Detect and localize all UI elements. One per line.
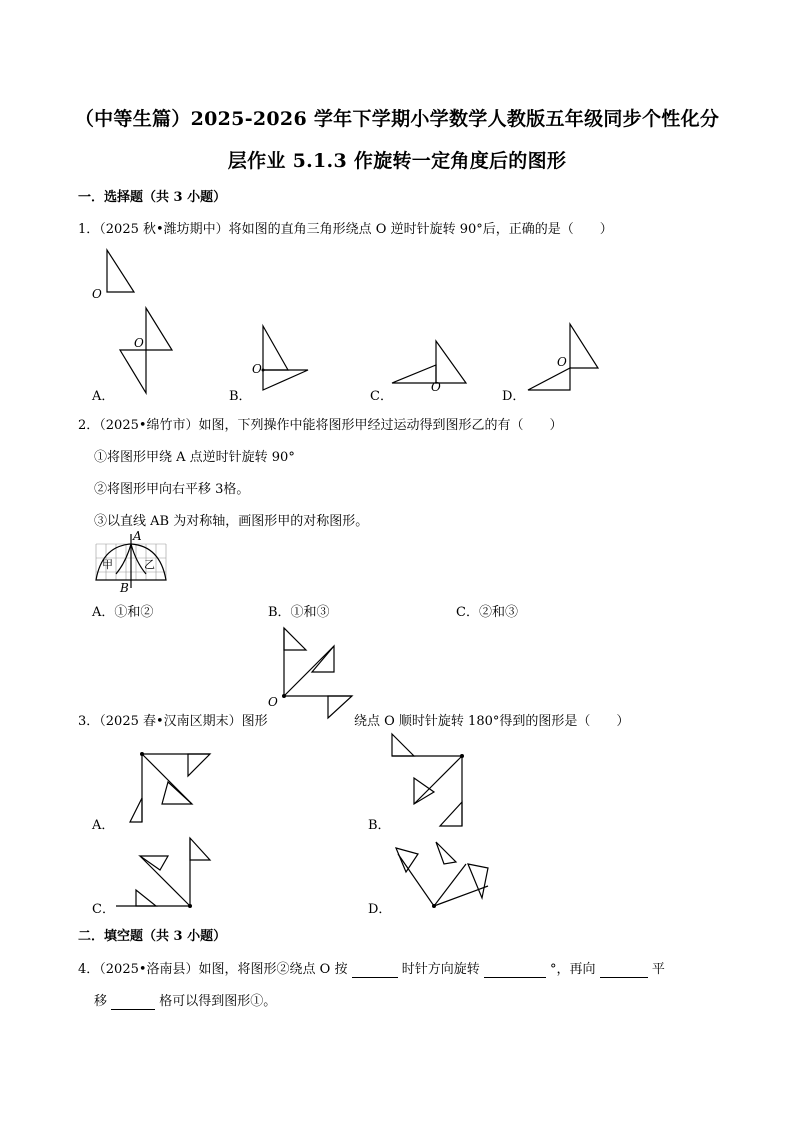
q4-part5: 移 [94, 994, 108, 1009]
question-3-stem-prefix: 3．（2025 春•汉南区期末）图形 [78, 714, 268, 729]
q4-part1: 4．（2025•洛南县）如图，将图形②绕点 O 按 [78, 962, 348, 977]
q3-option-c-figure [112, 834, 212, 912]
q3-option-b[interactable]: B． [368, 818, 391, 833]
svg-text:O: O [252, 362, 262, 376]
q1-original-triangle [90, 240, 150, 302]
q3-option-b-figure [386, 730, 478, 830]
svg-text:O: O [268, 695, 278, 709]
page-title-line2: 层作业 5.1.3 作旋转一定角度后的图形 [227, 150, 567, 172]
q4-blank-translate-direction[interactable] [600, 962, 648, 978]
q2-option-b[interactable]: B．①和③ [268, 605, 330, 620]
q2-point-a-label: A [133, 530, 142, 543]
q3-original-figure [264, 624, 360, 720]
svg-text:O: O [431, 380, 441, 393]
q2-option-c[interactable]: C．②和③ [456, 605, 518, 620]
q2-yi-label: 乙 [144, 558, 155, 571]
question-2-stem: 2．（2025•绵竹市）如图，下列操作中能将图形甲经过运动得到图形乙的有（ ） [78, 418, 563, 433]
q2-option-a[interactable]: A．①和② [92, 605, 154, 620]
section-heading-choice: 一．选择题（共 3 小题） [78, 190, 227, 205]
question-1-stem: 1．（2025 秋•潍坊期中）将如图的直角三角形绕点 O 逆时针旋转 90°后，正确的是（ ） [78, 222, 613, 237]
question-4-line1 [78, 958, 665, 978]
q1-point-o-label: O [92, 287, 102, 301]
q3-option-a[interactable]: A． [92, 818, 115, 833]
q2-item-2: ②将图形甲向右平移 3格。 [94, 482, 250, 497]
q1-option-d-figure [524, 318, 604, 394]
q4-blank-direction[interactable] [352, 962, 398, 978]
q3-option-d-figure [390, 834, 494, 910]
q1-option-b-figure [248, 318, 318, 394]
q3-option-c[interactable]: C． [92, 902, 115, 917]
question-4-line2 [94, 990, 276, 1010]
section-heading-fill: 二．填空题（共 3 小题） [78, 929, 227, 944]
page-title-line1: （中等生篇）2025-2026 学年下学期小学数学人教版五年级同步个性化分 [74, 108, 720, 130]
question-3-stem-suffix: 绕点 O 顺时针旋转 180°得到的图形是（ ） [354, 714, 630, 729]
q2-jia-label: 甲 [102, 558, 113, 571]
q1-option-c[interactable]: C． [370, 389, 393, 404]
svg-text:O: O [557, 355, 567, 369]
q4-part4: 平 [651, 962, 665, 977]
q4-blank-grid-count[interactable] [111, 994, 155, 1010]
q1-option-a-figure [110, 303, 182, 399]
q3-option-d[interactable]: D． [368, 902, 392, 917]
q1-option-d[interactable]: D． [502, 389, 526, 404]
svg-text:O: O [134, 336, 144, 350]
q1-option-a[interactable]: A． [92, 389, 115, 404]
q4-part3: °，再向 [550, 962, 596, 977]
q4-blank-angle[interactable] [484, 962, 546, 978]
q4-part6: 格可以得到图形①。 [159, 994, 277, 1009]
q1-option-b[interactable]: B． [229, 389, 252, 404]
q2-item-1: ①将图形甲绕 A 点逆时针旋转 90° [94, 450, 295, 465]
q1-option-c-figure [388, 335, 470, 393]
q3-option-a-figure [128, 742, 218, 832]
q2-point-b-label: B [120, 581, 129, 594]
q2-item-3: ③以直线 AB 为对称轴，画图形甲的对称图形。 [94, 514, 369, 529]
q4-part2: 时针方向旋转 [401, 962, 480, 977]
q2-grid-figure [90, 530, 172, 594]
